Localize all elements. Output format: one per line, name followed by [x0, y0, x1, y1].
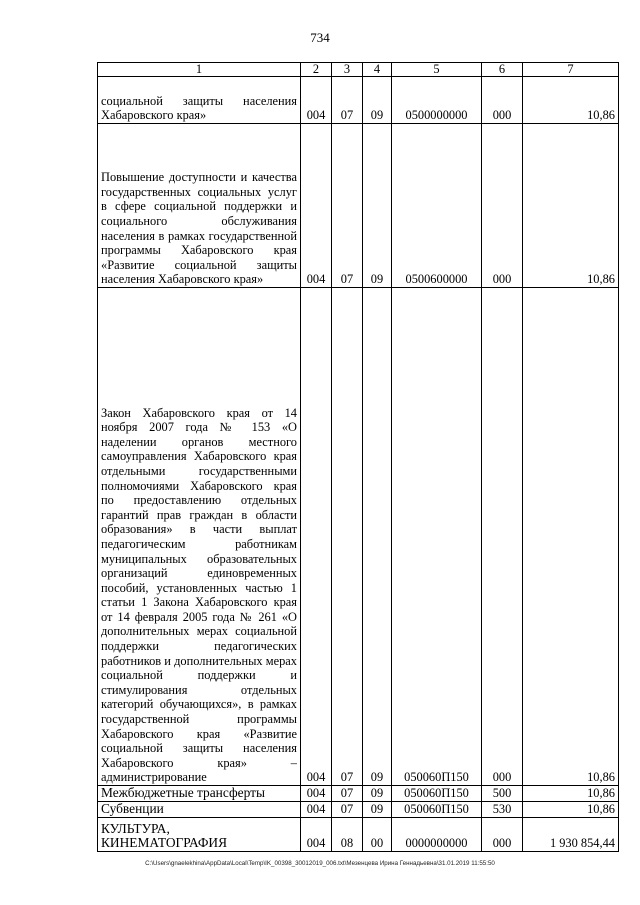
row-name: Закон Хабаровского края от 14 ноября 2007 года № 153 «О наделении органов местного самоуправления Хабаровского края отдельными государственными полномочиями Хабаровского края по предоставлению отдельных гарантий прав граждан в области образования» в части выплат педагогическим работникам муниципальных образовательных организаций единовременных пособий, установленных частью 1 статьи 1 Закона Хабаровского края от 14 февраля 2005 года № 261 «О дополнительных мерах социальной поддержки педагогических работников и дополнительных мерах социальной поддержки и стимулирования отдельных категорий обучающихся», в рамках государственной программы Хабаровского края «Развитие социальной защиты населения Хабаровского края» – администрирование	[98, 288, 301, 786]
table-header-row	[98, 63, 619, 77]
row-code-section: 08	[332, 818, 363, 852]
row-target-article: 050060П150	[392, 786, 482, 802]
page-number: 734	[310, 30, 330, 45]
row-target-article: 050060П150	[392, 802, 482, 818]
row-target-article: 0500600000	[392, 124, 482, 288]
row-amount: 10,86	[523, 786, 619, 802]
column-header-6: 6	[482, 63, 523, 77]
table-row	[98, 288, 619, 786]
row-amount: 10,86	[523, 802, 619, 818]
table-row	[98, 802, 619, 818]
row-code-ministry: 004	[301, 818, 332, 852]
row-target-article: 050060П150	[392, 288, 482, 786]
row-expense-type: 000	[482, 77, 523, 124]
row-code-subsection: 00	[363, 818, 392, 852]
row-name: Повышение доступности и качества государственных социальных услуг в сфере социальной поддержки и социального обслуживания населения в рамках государственной программы Хабаровского края «Развитие социальной защиты населения Хабаровского края»	[98, 124, 301, 288]
row-expense-type: 000	[482, 124, 523, 288]
row-name: Субвенции	[98, 802, 301, 818]
column-header-4: 4	[363, 63, 392, 77]
row-code-section: 07	[332, 77, 363, 124]
column-header-2: 2	[301, 63, 332, 77]
row-code-ministry: 004	[301, 288, 332, 786]
row-code-subsection: 09	[363, 802, 392, 818]
row-target-article: 0500000000	[392, 77, 482, 124]
column-header-5: 5	[392, 63, 482, 77]
row-code-subsection: 09	[363, 77, 392, 124]
column-header-3: 3	[332, 63, 363, 77]
row-name: социальной защиты населения Хабаровского края»	[98, 77, 301, 124]
table-row	[98, 786, 619, 802]
row-name: КУЛЬТУРА, КИНЕМАТОГРАФИЯ	[98, 818, 301, 852]
document-footer-path: C:\Users\gnaelekhina\AppData\Local\Temp\IK_00398_30012019_006.txt\Мезенцева Ирина Геннадьевна\31.01.2019 11:55:50	[145, 860, 495, 867]
row-code-section: 07	[332, 124, 363, 288]
row-code-ministry: 004	[301, 77, 332, 124]
row-code-ministry: 004	[301, 124, 332, 288]
column-header-1: 1	[98, 63, 301, 77]
row-amount: 10,86	[523, 288, 619, 786]
table-row	[98, 77, 619, 124]
row-amount: 1 930 854,44	[523, 818, 619, 852]
row-code-section: 07	[332, 786, 363, 802]
column-header-7: 7	[523, 63, 619, 77]
row-expense-type: 530	[482, 802, 523, 818]
row-amount: 10,86	[523, 77, 619, 124]
table-row	[98, 124, 619, 288]
row-amount: 10,86	[523, 124, 619, 288]
row-code-section: 07	[332, 288, 363, 786]
budget-table	[97, 62, 619, 852]
row-expense-type: 000	[482, 818, 523, 852]
row-code-section: 07	[332, 802, 363, 818]
row-code-ministry: 004	[301, 802, 332, 818]
row-expense-type: 000	[482, 288, 523, 786]
row-code-ministry: 004	[301, 786, 332, 802]
row-code-subsection: 09	[363, 288, 392, 786]
row-code-subsection: 09	[363, 124, 392, 288]
row-name: Межбюджетные трансферты	[98, 786, 301, 802]
row-expense-type: 500	[482, 786, 523, 802]
row-target-article: 0000000000	[392, 818, 482, 852]
row-code-subsection: 09	[363, 786, 392, 802]
table-row	[98, 818, 619, 852]
